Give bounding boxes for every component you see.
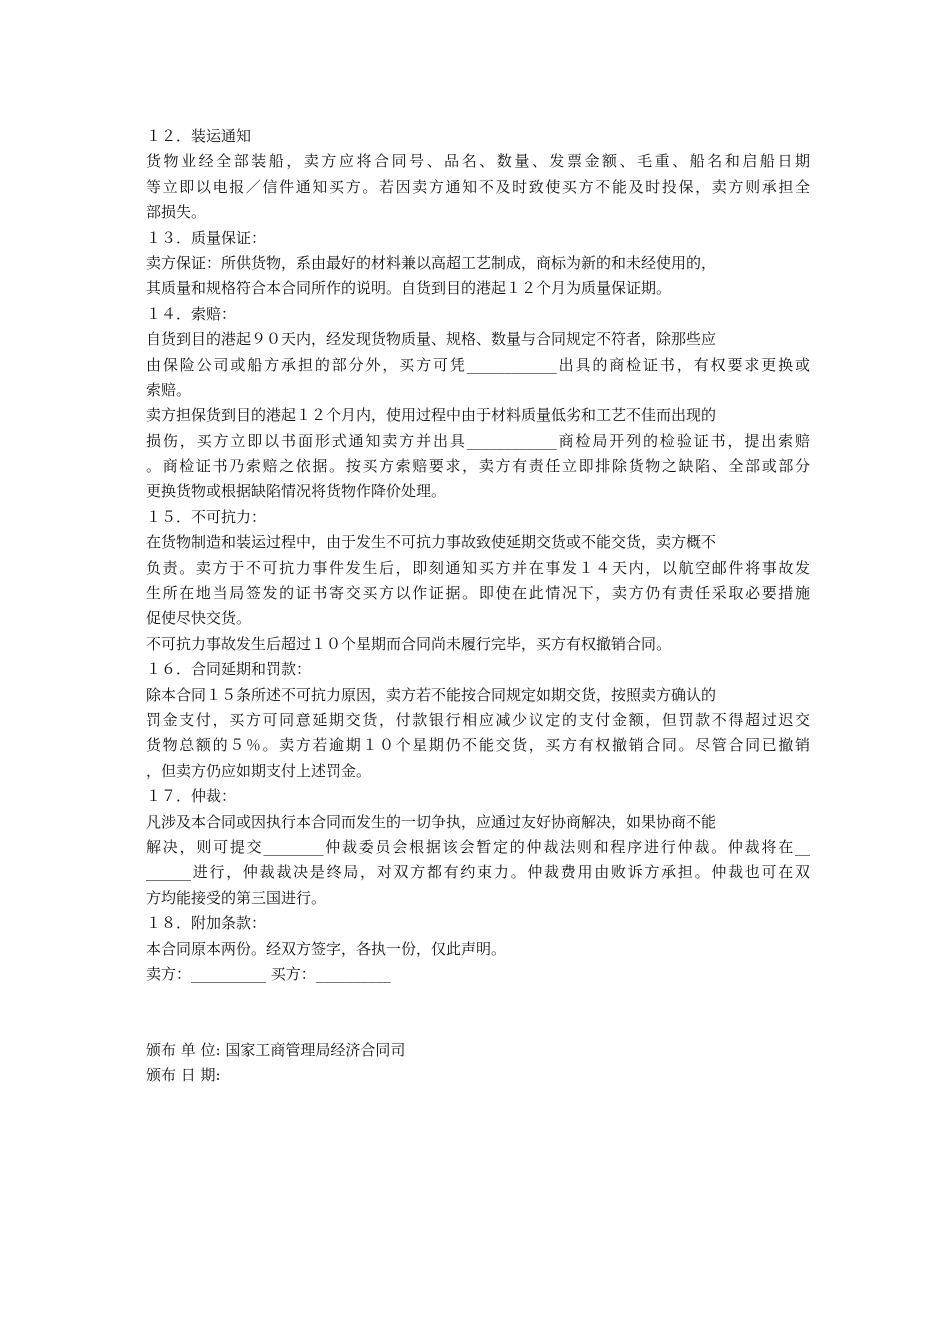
section-17-heading: １７．仲裁： xyxy=(146,787,237,806)
section-18-heading: １８．附加条款： xyxy=(146,914,267,933)
section-12-line-2: 等立即以电报／信件通知买方。若因卖方通知不及时致使买方不能及时投保，卖方则承担全 xyxy=(146,177,810,196)
section-13-heading: １３．质量保证： xyxy=(146,228,267,247)
section-15-line-2: 负责。卖方于不可抗力事件发生后，即刻通知买方并在事发１４天内，以航空邮件将事故发 xyxy=(146,558,810,577)
section-15-heading: １５．不可抗力： xyxy=(146,507,267,526)
section-16-line-3: 货物总额的５％。卖方若逾期１０个星期仍不能交货，买方有权撤销合同。尽管合同已撤销 xyxy=(146,736,810,755)
section-17-line-3: ______进行，仲裁裁决是终局，对双方都有约束力。仲裁费用由败诉方承担。仲裁也可在双 xyxy=(146,863,810,882)
contract-page xyxy=(146,124,810,1089)
signature-line: 卖方：__________ 买方：__________ xyxy=(146,964,391,983)
issuer-line: 颁布 单 位: 国家工商管理局经济合同司 xyxy=(146,1041,406,1060)
section-14-line-5: 损伤，买方立即以书面形式通知卖方并出具____________商检局开列的检验证书，提出索赔 xyxy=(146,431,810,450)
section-16-line-1: 除本合同１５条所述不可抗力原因，卖方若不能按合同规定如期交货，按照卖方确认的 xyxy=(146,685,717,704)
section-17-line-2: 解决，则可提交________仲裁委员会根据该会暂定的仲裁法则和程序进行仲裁。仲裁将在__ xyxy=(146,837,810,856)
section-13-line-2: 其质量和规格符合本合同所作的说明。自货到目的港起１２个月为质量保证期。 xyxy=(146,279,672,298)
section-12-line-3: 部损失。 xyxy=(146,203,207,222)
section-14-line-2: 由保险公司或船方承担的部分外，买方可凭____________出具的商检证书，有权要求更换或 xyxy=(146,355,810,374)
spacer xyxy=(146,987,810,1038)
section-14-heading: １４．索赔： xyxy=(146,304,237,323)
section-14-line-3: 索赔。 xyxy=(146,380,192,399)
section-15-line-1: 在货物制造和装运过程中，由于发生不可抗力事故致使延期交货或不能交货，卖方概不 xyxy=(146,533,717,552)
section-16-line-2: 罚金支付，买方可同意延期交货，付款银行相应减少议定的支付金额，但罚款不得超过迟交 xyxy=(146,710,810,729)
section-16-heading: １６．合同延期和罚款： xyxy=(146,660,312,679)
section-12-line-1: 货物业经全部装船，卖方应将合同号、品名、数量、发票金额、毛重、船名和启船日期 xyxy=(146,152,810,171)
section-14-line-4: 卖方担保货到目的港起１２个月内，使用过程中由于材料质量低劣和工艺不佳而出现的 xyxy=(146,406,717,425)
section-15-line-3: 生所在地当局签发的证书寄交买方以作证据。即使在此情况下，卖方仍有责任采取必要措施 xyxy=(146,584,810,603)
section-16-line-4: ，但卖方仍应如期支付上述罚金。 xyxy=(146,761,372,780)
section-17-line-4: 方均能接受的第三国进行。 xyxy=(146,888,327,907)
section-14-line-7: 更换货物或根据缺陷情况将货物作降价处理。 xyxy=(146,482,447,501)
section-18-line-1: 本合同原本两份。经双方签字，各执一份，仅此声明。 xyxy=(146,939,507,958)
section-12-heading: １２．装运通知 xyxy=(146,127,252,145)
section-13-line-1: 卖方保证：所供货物，系由最好的材料兼以高超工艺制成，商标为新的和未经使用的， xyxy=(146,253,717,272)
section-15-line-4: 促使尽快交货。 xyxy=(146,609,252,628)
issue-date-line: 颁布 日 期: xyxy=(146,1066,221,1085)
section-14-line-1: 自货到目的港起９０天内，经发现货物质量、规格、数量与合同规定不符者，除那些应 xyxy=(146,330,717,349)
section-14-line-6: 。商检证书乃索赔之依据。按买方索赔要求，卖方有责任立即排除货物之缺陷、全部或部分 xyxy=(146,457,810,476)
section-17-line-1: 凡涉及本合同或因执行本合同而发生的一切争执，应通过友好协商解决，如果协商不能 xyxy=(146,812,717,831)
section-15-line-5: 不可抗力事故发生后超过１０个星期而合同尚未履行完毕，买方有权撤销合同。 xyxy=(146,634,672,653)
